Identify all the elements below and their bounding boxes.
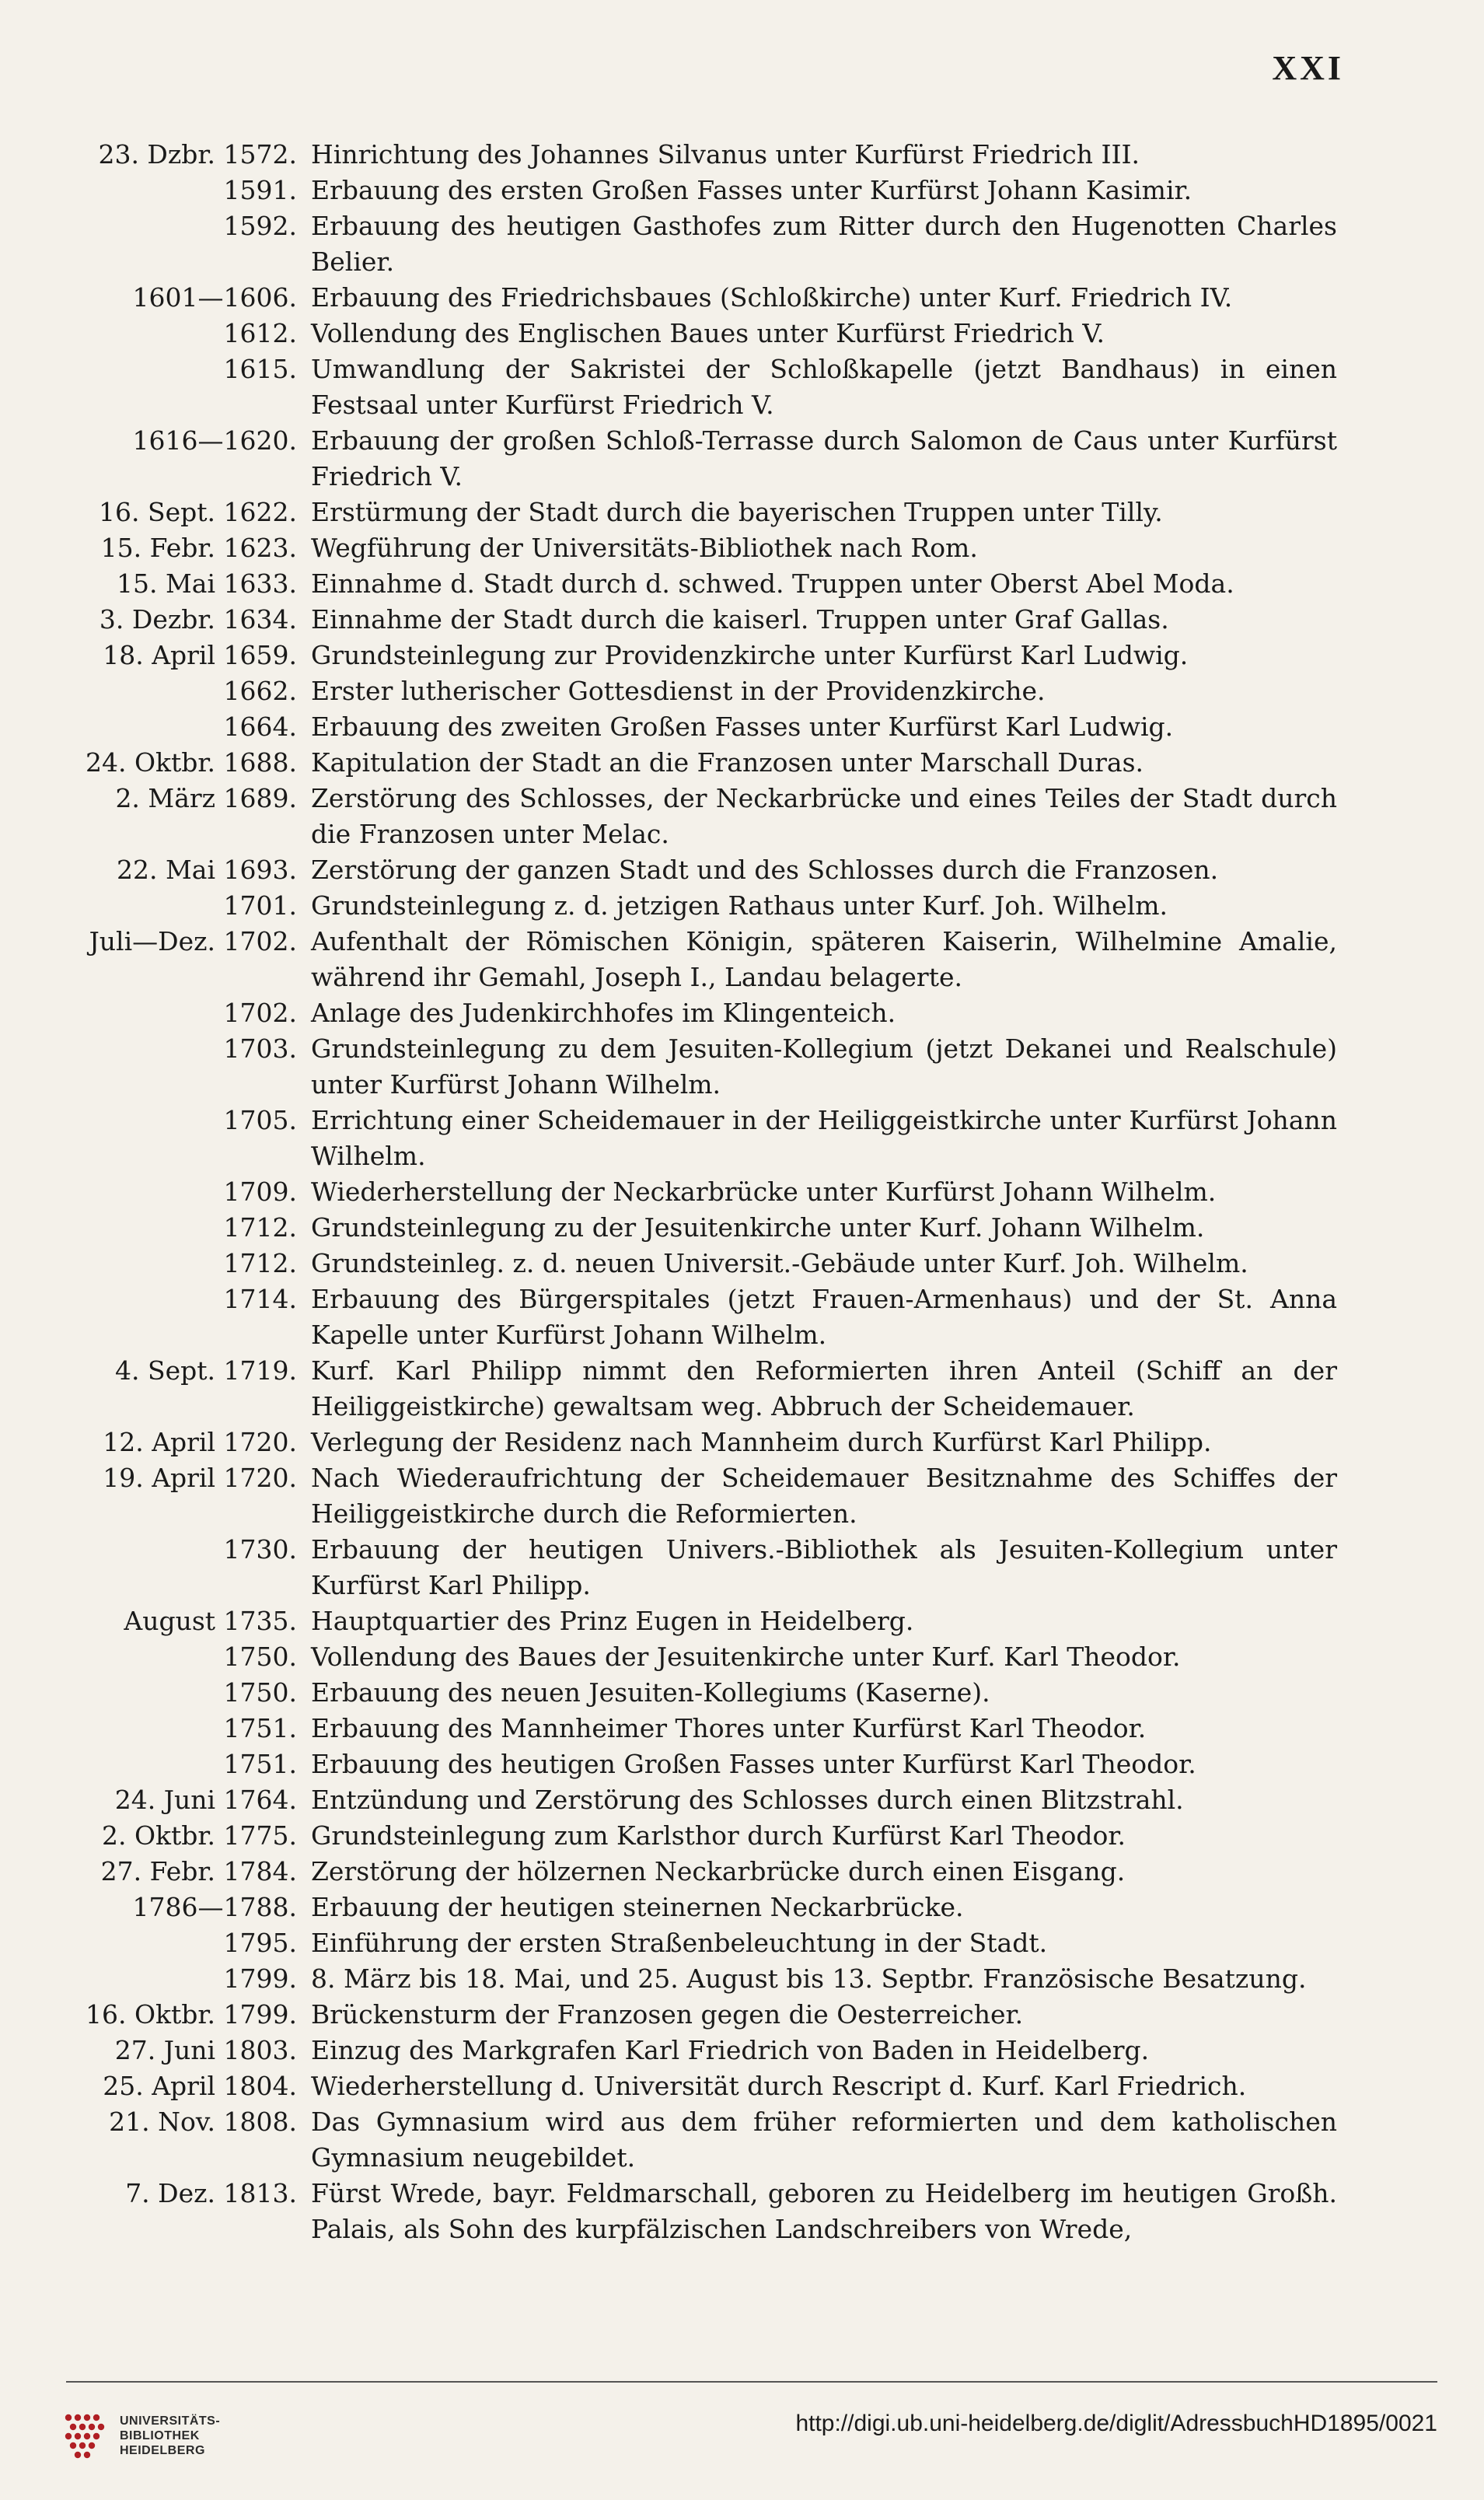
library-name-line-3: HEIDELBERG (120, 2443, 205, 2457)
entry-date: 15. Febr. 1623. (100, 533, 297, 563)
entry-event: Grundsteinlegung zu der Jesuitenkirche unter Kurf. Johann Wilhelm. (311, 1212, 1205, 1243)
entry-date: 21. Nov. 1808. (109, 2107, 297, 2137)
logo-dot (70, 2424, 76, 2430)
library-name (120, 2414, 220, 2458)
logo-dot (75, 2452, 81, 2458)
entry-event: Das Gymnasium wird aus dem früher reformierten und dem katholischen Gymnasium neugebildet. (311, 2107, 1337, 2173)
chronicle-entry (70, 781, 1337, 852)
entry-event: Zerstörung der hölzernen Neckarbrücke durch einen Eisgang. (311, 1856, 1126, 1886)
entry-event: Entzündung und Zerstörung des Schlosses durch einen Blitzstrahl. (311, 1785, 1184, 1815)
entry-date: 16. Sept. 1622. (99, 497, 297, 527)
entry-date: 1709. (223, 1177, 297, 1207)
entry-date: 12. April 1720. (103, 1427, 297, 1457)
entry-date: 1601—1606. (132, 282, 297, 313)
entry-date: 1799. (223, 1963, 297, 1994)
chronicle-entry (70, 208, 1337, 280)
chronicle-entry (70, 1711, 1337, 1747)
chronicle-entry (70, 924, 1337, 995)
entry-date: 2. März 1689. (115, 783, 297, 813)
chronicle-entry (70, 1031, 1337, 1103)
chronicle-entry (70, 1425, 1337, 1460)
entry-event: Grundsteinleg. z. d. neuen Universit.-Gebäude unter Kurf. Joh. Wilhelm. (311, 1248, 1248, 1278)
entry-event: Grundsteinlegung zu dem Jesuiten-Kollegium (jetzt Dekanei und Realschule) unter Kurfürst Johann Wilhelm. (311, 1033, 1337, 1100)
chronicle-entry (70, 173, 1337, 208)
chronicle-entry (70, 1675, 1337, 1711)
entry-event: Erbauung der heutigen Univers.-Bibliothek als Jesuiten-Kollegium unter Kurfürst Karl Philipp. (311, 1534, 1337, 1600)
logo-dot (89, 2424, 95, 2430)
entry-event: Erbauung der großen Schloß-Terrasse durch Salomon de Caus unter Kurfürst Friedrich V. (311, 425, 1337, 491)
university-library-logo-icon (61, 2411, 109, 2460)
chronicle-entry (70, 1997, 1337, 2033)
entry-event: Zerstörung des Schlosses, der Neckarbrücke und eines Teiles der Stadt durch die Franzosen unter Melac. (311, 783, 1337, 849)
entry-date: 23. Dzbr. 1572. (98, 139, 297, 170)
entry-event: Aufenthalt der Römischen Königin, späteren Kaiserin, Wilhelmine Amalie, während ihr Gemahl, Joseph I., Landau belagerte. (311, 926, 1337, 992)
entry-event: Hauptquartier des Prinz Eugen in Heidelberg. (311, 1606, 914, 1636)
chronicle-entry (70, 1281, 1337, 1353)
chronicle-entry (70, 137, 1337, 173)
entry-date: 27. Juni 1803. (114, 2035, 297, 2065)
entry-date: 1795. (223, 1928, 297, 1958)
entry-date: 16. Oktbr. 1799. (85, 1999, 297, 2030)
logo-dot (79, 2424, 86, 2430)
logo-dot (65, 2414, 72, 2421)
entry-date: 1751. (223, 1713, 297, 1743)
page-number: XXI (1272, 49, 1344, 87)
logo-dot (79, 2442, 86, 2449)
chronicle-entry (70, 280, 1337, 316)
entry-date: 1751. (223, 1749, 297, 1779)
logo-dot (65, 2433, 72, 2439)
entry-event: Umwandlung der Sakristei der Schloßkapelle (jetzt Bandhaus) in einen Festsaal unter Kurfürst Friedrich V. (311, 354, 1337, 420)
chronicle-entry (70, 1103, 1337, 1174)
entry-date: 1615. (223, 354, 297, 384)
entry-event: Anlage des Judenkirchhofes im Klingenteich. (311, 998, 896, 1028)
chronicle-entry (70, 1961, 1337, 1997)
entry-date: Juli—Dez. 1702. (89, 926, 297, 956)
entry-event: Nach Wiederaufrichtung der Scheidemauer Besitznahme des Schiffes der Heiliggeistkirche durch die Reformierten. (311, 1463, 1337, 1529)
logo-dot (93, 2433, 100, 2439)
entry-event: Erbauung des neuen Jesuiten-Kollegiums (Kaserne). (311, 1677, 990, 1708)
entry-date: 15. Mai 1633. (117, 568, 297, 599)
chronicle-entry (70, 2176, 1337, 2247)
chronicle-entry (70, 745, 1337, 781)
chronicle-entry (70, 1854, 1337, 1890)
entry-event: Wiederherstellung d. Universität durch Rescript d. Kurf. Karl Friedrich. (311, 2071, 1247, 2101)
entry-date: 18. April 1659. (103, 640, 297, 670)
digital-library-url[interactable]: http://digi.ub.uni-heidelberg.de/diglit/AdressbuchHD1895/0021 (795, 2411, 1437, 2436)
entry-event: Einnahme d. Stadt durch d. schwed. Truppen unter Oberst Abel Moda. (311, 568, 1234, 599)
entry-event: Erbauung der heutigen steinernen Neckarbrücke. (311, 1892, 964, 1922)
entry-event: Wegführung der Universitäts-Bibliothek nach Rom. (311, 533, 978, 563)
entry-date: 1750. (223, 1642, 297, 1672)
entry-date: 1712. (223, 1212, 297, 1243)
entry-event: 8. März bis 18. Mai, und 25. August bis 13. Septbr. Französische Besatzung. (311, 1963, 1307, 1994)
footer-divider (66, 2381, 1437, 2383)
chronicle-entry (70, 316, 1337, 351)
entry-date: 1714. (223, 1284, 297, 1314)
chronicle-entry (70, 888, 1337, 924)
chronicle-entry (70, 1925, 1337, 1961)
entry-event: Erstürmung der Stadt durch die bayerischen Truppen unter Tilly. (311, 497, 1163, 527)
chronicle-entry (70, 1747, 1337, 1782)
chronicle-entry (70, 638, 1337, 673)
entry-event: Grundsteinlegung z. d. jetzigen Rathaus unter Kurf. Joh. Wilhelm. (311, 890, 1168, 921)
entry-event: Erbauung des zweiten Großen Fasses unter Kurfürst Karl Ludwig. (311, 712, 1174, 742)
logo-dot (84, 2452, 90, 2458)
chronicle-entry (70, 1890, 1337, 1925)
logo-dot (75, 2414, 81, 2421)
entry-event: Einzug des Markgrafen Karl Friedrich von Baden in Heidelberg. (311, 2035, 1150, 2065)
entry-date: 7. Dez. 1813. (125, 2178, 297, 2208)
chronicle-entry (70, 1818, 1337, 1854)
chronicle-entry (70, 1639, 1337, 1675)
library-name-line-1: UNIVERSITÄTS- (120, 2414, 221, 2428)
chronicle-entry (70, 566, 1337, 602)
entry-event: Kurf. Karl Philipp nimmt den Reformierten ihren Anteil (Schiff an der Heiliggeistkirche) gewaltsam weg. Abbruch der Scheidemauer. (311, 1355, 1337, 1421)
entry-event: Erbauung des heutigen Gasthofes zum Ritter durch den Hugenotten Charles Belier. (311, 211, 1337, 277)
entry-event: Erbauung des Bürgerspitales (jetzt Frauen-Armenhaus) und der St. Anna Kapelle unter Kurfürst Johann Wilhelm. (311, 1284, 1337, 1350)
entry-date: 1705. (223, 1105, 297, 1135)
chronicle-entry (70, 423, 1337, 495)
entry-date: 22. Mai 1693. (117, 855, 297, 885)
chronicle-entry (70, 495, 1337, 530)
library-logo (61, 2404, 239, 2467)
entry-date: 1701. (223, 890, 297, 921)
entry-event: Zerstörung der ganzen Stadt und des Schlosses durch die Franzosen. (311, 855, 1219, 885)
entry-date: 1730. (223, 1534, 297, 1565)
entry-event: Erbauung des Mannheimer Thores unter Kurfürst Karl Theodor. (311, 1713, 1147, 1743)
chronicle-entry (70, 1460, 1337, 1532)
entry-date: 1591. (223, 175, 297, 205)
entry-date: 1662. (223, 676, 297, 706)
entry-event: Erster lutherischer Gottesdienst in der Providenzkirche. (311, 676, 1046, 706)
entry-date: 24. Juni 1764. (114, 1785, 297, 1815)
entry-event: Grundsteinlegung zum Karlsthor durch Kurfürst Karl Theodor. (311, 1820, 1126, 1851)
entry-date: 1702. (223, 998, 297, 1028)
logo-dot (84, 2414, 90, 2421)
entry-date: 3. Dezbr. 1634. (99, 604, 297, 635)
chronicle-entry (70, 602, 1337, 638)
entry-date: 1612. (223, 318, 297, 348)
entry-date: 2. Oktbr. 1775. (101, 1820, 297, 1851)
entry-event: Verlegung der Residenz nach Mannheim durch Kurfürst Karl Philipp. (311, 1427, 1212, 1457)
chronicle-entry (70, 351, 1337, 423)
entry-event: Fürst Wrede, bayr. Feldmarschall, geboren zu Heidelberg im heutigen Großh. Palais, als Sohn des kurpfälzischen Landschreibers von Wrede, (311, 2178, 1337, 2244)
chronicle-entry (70, 995, 1337, 1031)
chronicle-entry (70, 1782, 1337, 1818)
chronicle-entry (70, 1603, 1337, 1639)
entry-date: 1592. (223, 211, 297, 241)
entry-date: 1712. (223, 1248, 297, 1278)
entry-date: 19. April 1720. (103, 1463, 297, 1493)
chronicle-entry (70, 852, 1337, 888)
entry-event: Grundsteinlegung zur Providenzkirche unter Kurfürst Karl Ludwig. (311, 640, 1189, 670)
entry-event: Einführung der ersten Straßenbeleuchtung in der Stadt. (311, 1928, 1048, 1958)
entry-event: Vollendung des Baues der Jesuitenkirche unter Kurf. Karl Theodor. (311, 1642, 1181, 1672)
entry-event: Erbauung des Friedrichsbaues (Schloßkirche) unter Kurf. Friedrich IV. (311, 282, 1233, 313)
chronicle-entry (70, 673, 1337, 709)
entry-date: 1786—1788. (132, 1892, 297, 1922)
logo-dot (89, 2442, 95, 2449)
chronicle-entry (70, 1210, 1337, 1246)
chronicle-entry (70, 1532, 1337, 1603)
entry-date: 1616—1620. (132, 425, 297, 456)
logo-dot (93, 2414, 100, 2421)
entry-date: 4. Sept. 1719. (115, 1355, 297, 1386)
entry-date: 27. Febr. 1784. (100, 1856, 297, 1886)
logo-dot (98, 2424, 104, 2430)
entry-date: 24. Oktbr. 1688. (85, 747, 297, 778)
entry-event: Errichtung einer Scheidemauer in der Heiliggeistkirche unter Kurfürst Johann Wilhelm. (311, 1105, 1337, 1171)
entry-event: Kapitulation der Stadt an die Franzosen unter Marschall Duras. (311, 747, 1144, 778)
entry-event: Einnahme der Stadt durch die kaiserl. Truppen unter Graf Gallas. (311, 604, 1169, 635)
chronicle-entry (70, 2104, 1337, 2176)
chronicle-entry (70, 2068, 1337, 2104)
entry-date: 1664. (223, 712, 297, 742)
entry-event: Vollendung des Englischen Baues unter Kurfürst Friedrich V. (311, 318, 1105, 348)
logo-dot (75, 2433, 81, 2439)
entry-date: 25. April 1804. (103, 2071, 297, 2101)
logo-dot (84, 2433, 90, 2439)
library-name-line-2: BIBLIOTHEK (120, 2428, 200, 2442)
chronicle-entry (70, 1246, 1337, 1281)
entry-date: 1750. (223, 1677, 297, 1708)
chronicle-entry (70, 2033, 1337, 2068)
logo-dot (70, 2442, 76, 2449)
chronicle-entry (70, 530, 1337, 566)
entry-date: August 1735. (124, 1606, 297, 1636)
chronicle-entry (70, 709, 1337, 745)
chronicle-entry (70, 1174, 1337, 1210)
entry-event: Erbauung des heutigen Großen Fasses unter Kurfürst Karl Theodor. (311, 1749, 1196, 1779)
entry-event: Brückensturm der Franzosen gegen die Oesterreicher. (311, 1999, 1024, 2030)
entry-date: 1703. (223, 1033, 297, 1064)
chronicle-entry (70, 1353, 1337, 1425)
entry-event: Erbauung des ersten Großen Fasses unter Kurfürst Johann Kasimir. (311, 175, 1192, 205)
chronicle-list (70, 137, 1337, 2247)
entry-event: Hinrichtung des Johannes Silvanus unter Kurfürst Friedrich III. (311, 139, 1140, 170)
entry-event: Wiederherstellung der Neckarbrücke unter Kurfürst Johann Wilhelm. (311, 1177, 1217, 1207)
